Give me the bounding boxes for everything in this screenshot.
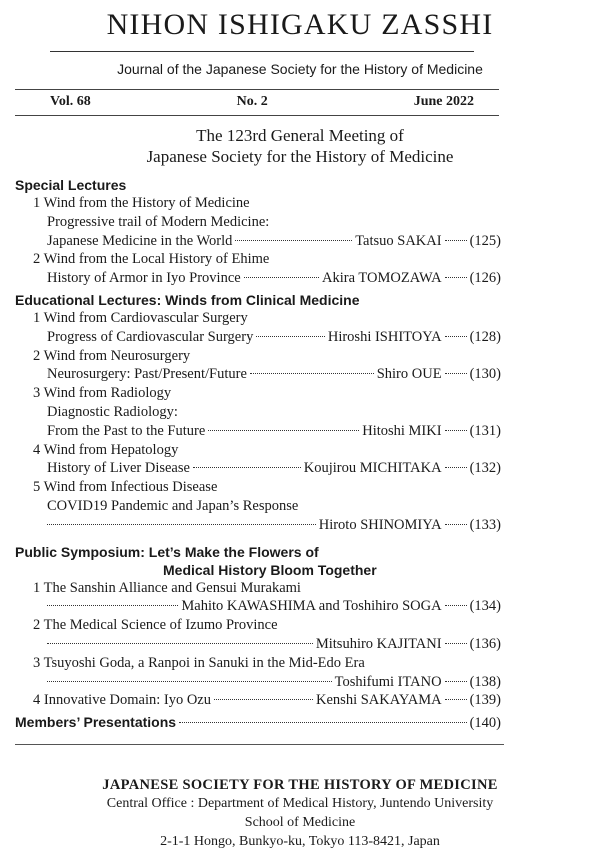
toc-title: Japanese Medicine in the World: [47, 232, 233, 249]
toc-entry[interactable]: [15, 673, 501, 692]
section-heading-symposium: Public Symposium: Let’s Make the Flowers of: [15, 543, 319, 560]
toc-author: Tatsuo SAKAI: [355, 232, 442, 249]
toc-page: (136): [469, 635, 501, 652]
toc-entry-members[interactable]: [15, 713, 501, 732]
leader-dots: [445, 373, 467, 374]
toc-title: History of Liver Disease: [47, 460, 190, 477]
toc-author: Mitsuhiro KAJITANI: [315, 635, 442, 652]
toc-entry[interactable]: [15, 232, 501, 251]
meeting-title-line2: Japanese Society for the History of Medicine: [146, 147, 454, 166]
toc-title: Progressive trail of Modern Medicine:: [47, 213, 270, 230]
toc-title: History of Armor in Iyo Province: [47, 270, 241, 287]
issue-date: June 2022: [413, 94, 474, 109]
toc-title: 4 Innovative Domain: Iyo Ozu: [33, 692, 211, 709]
office-line2: School of Medicine: [244, 815, 356, 830]
toc-entry[interactable]: [15, 597, 501, 616]
toc-page: (133): [469, 516, 501, 533]
journal-subtitle: Journal of the Japanese Society for the History of Medicine: [117, 61, 483, 77]
toc-title: Progress of Cardiovascular Surgery: [47, 328, 254, 345]
toc-series: 2 Wind from the Local History of Ehime: [33, 251, 270, 268]
leader-dots: [47, 643, 313, 644]
toc-author: Koujirou MICHITAKA: [303, 460, 442, 477]
toc-series: 4 Wind from Hepatology: [33, 441, 179, 458]
leader-dots: [250, 373, 374, 374]
toc-author: Mahito KAWASHIMA and Toshihiro SOGA: [181, 598, 442, 615]
toc-title: From the Past to the Future: [47, 422, 206, 439]
toc-entry[interactable]: [15, 459, 501, 478]
toc-entry[interactable]: [15, 365, 501, 384]
leader-dots: [445, 277, 467, 278]
toc-entry[interactable]: [15, 328, 501, 347]
toc-page: (126): [469, 270, 501, 287]
toc-page: (131): [469, 422, 501, 439]
leader-dots: [179, 722, 467, 723]
leader-dots: [244, 277, 319, 278]
leader-dots: [256, 336, 325, 337]
society-footer: [0, 776, 600, 851]
leader-dots: [445, 643, 467, 644]
leader-dots: [47, 605, 178, 606]
header-rule-top: [15, 89, 499, 90]
toc-title: Diagnostic Radiology:: [47, 403, 178, 420]
leader-dots: [208, 430, 359, 431]
leader-dots: [445, 699, 467, 700]
toc-page: (128): [469, 328, 501, 345]
office-line1: Central Office : Department of Medical History, Juntendo University: [106, 796, 494, 811]
section-heading-special: Special Lectures: [15, 177, 127, 193]
toc-page: (134): [469, 598, 501, 615]
meeting-title: [0, 125, 600, 167]
toc-title: COVID19 Pandemic and Japan’s Response: [47, 497, 299, 514]
toc-series: 2 Wind from Neurosurgery: [33, 347, 191, 364]
toc-author: Shiro OUE: [376, 366, 442, 383]
leader-dots: [235, 240, 352, 241]
leader-dots: [193, 467, 301, 468]
office-address: 2-1-1 Hongo, Bunkyo-ku, Tokyo 113-8421, Japan: [160, 834, 440, 849]
leader-dots: [445, 240, 467, 241]
leader-dots: [47, 524, 316, 525]
section-heading-educational: Educational Lectures: Winds from Clinical Medicine: [15, 291, 360, 308]
toc-series: 5 Wind from Infectious Disease: [33, 479, 218, 496]
toc-entry[interactable]: [15, 269, 501, 288]
toc-page: (125): [469, 232, 501, 249]
toc-page: (132): [469, 460, 501, 477]
table-of-contents: [15, 173, 501, 732]
toc-page: (140): [469, 715, 501, 732]
society-name: JAPANESE SOCIETY FOR THE HISTORY OF MEDICINE: [102, 777, 498, 793]
leader-dots: [214, 699, 313, 700]
toc-page: (130): [469, 366, 501, 383]
section-heading-members: Members’ Presentations: [15, 714, 177, 731]
toc-title: 3 Tsuyoshi Goda, a Ranpoi in Sanuki in the Mid-Edo Era: [33, 654, 365, 671]
toc-series: 1 Wind from Cardiovascular Surgery: [33, 309, 248, 326]
toc-author: Hiroshi ISHITOYA: [327, 328, 442, 345]
toc-author: Akira TOMOZAWA: [322, 270, 442, 287]
contents-bottom-rule: [15, 744, 504, 745]
toc-entry[interactable]: [15, 635, 501, 654]
toc-title: Neurosurgery: Past/Present/Future: [47, 366, 247, 383]
header-rule-bottom: [15, 115, 499, 116]
toc-entry[interactable]: [15, 516, 501, 535]
toc-page: (139): [469, 692, 501, 709]
toc-entry[interactable]: [15, 691, 501, 710]
toc-series: 3 Wind from Radiology: [33, 385, 172, 402]
leader-dots: [445, 605, 467, 606]
leader-dots: [445, 430, 467, 431]
toc-page: (138): [469, 673, 501, 690]
toc-author: Hitoshi MIKI: [362, 422, 442, 439]
toc-title: 1 The Sanshin Alliance and Gensui Murakami: [33, 579, 301, 596]
leader-dots: [445, 336, 467, 337]
journal-title: NIHON ISHIGAKU ZASSHI: [106, 8, 494, 41]
title-rule: [50, 51, 474, 52]
toc-author: Kenshi SAKAYAMA: [316, 692, 442, 709]
leader-dots: [445, 524, 467, 525]
toc-title: 2 The Medical Science of Izumo Province: [33, 617, 278, 634]
leader-dots: [445, 681, 467, 682]
toc-series: 1 Wind from the History of Medicine: [33, 195, 250, 211]
leader-dots: [47, 681, 332, 682]
toc-author: Hiroto SHINOMIYA: [318, 516, 442, 533]
leader-dots: [445, 467, 467, 468]
issue-info-row: [50, 94, 474, 110]
toc-entry[interactable]: [15, 422, 501, 441]
section-heading-symposium-line2: Medical History Bloom Together: [163, 561, 377, 578]
meeting-title-line1: The 123rd General Meeting of: [196, 126, 404, 145]
toc-author: Toshifumi ITANO: [334, 673, 442, 690]
volume-label: Vol. 68: [50, 94, 91, 109]
issue-number: No. 2: [236, 94, 268, 109]
